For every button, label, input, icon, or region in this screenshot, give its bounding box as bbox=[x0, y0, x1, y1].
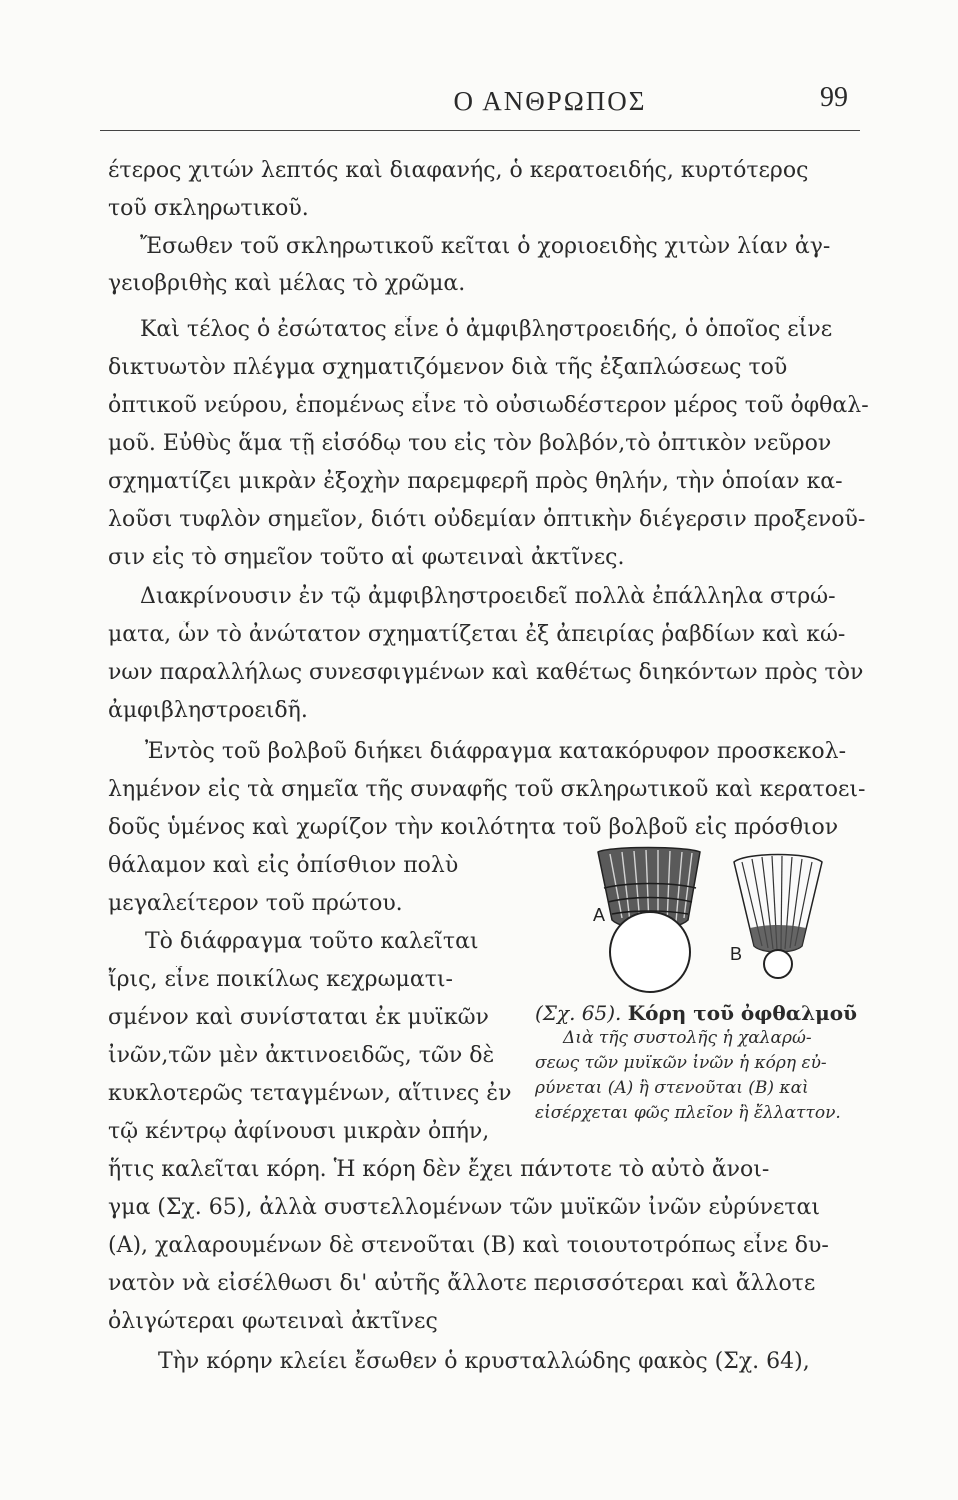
text-line: μοῦ. Εὐθὺς ἅμα τῇ εἰσόδῳ του εἰς τὸν βολβόν,τὸ ὀπτικὸν νεῦρον bbox=[108, 431, 832, 456]
text-line: τοῦ σκληρωτικοῦ. bbox=[108, 196, 309, 221]
text-line: μεγαλείτερον τοῦ πρώτου. bbox=[108, 891, 403, 916]
text-line: (Α), χαλαρουμένων δὲ στενοῦται (Β) καὶ τοιουτοτρόπως εἶνε δυ- bbox=[108, 1233, 829, 1258]
page-header bbox=[100, 78, 860, 124]
caption-line: εἰσέρχεται φῶς πλεῖον ἢ ἔλλαττον. bbox=[535, 1103, 841, 1123]
text-line: σιν εἰς τὸ σημεῖον τοῦτο αἱ φωτειναὶ ἀκτῖνες. bbox=[108, 545, 625, 570]
text-line: νατὸν νὰ εἰσέλθωσι δι' αὐτῆς ἄλλοτε περισσότεραι καὶ ἄλλοτε bbox=[108, 1271, 816, 1296]
caption-number: (Σχ. 65). bbox=[535, 1001, 622, 1025]
text-line: Τὸ διάφραγμα τοῦτο καλεῖται bbox=[145, 929, 479, 954]
text-line: ὀλιγώτεραι φωτειναὶ ἀκτῖνες bbox=[108, 1309, 438, 1334]
text-line: Διακρίνουσιν ἐν τῷ ἀμφιβληστροειδεῖ πολλὰ ἐπάλληλα στρώ- bbox=[140, 584, 836, 609]
figure-label-b: B bbox=[730, 944, 743, 964]
pupil-constricted-figure bbox=[728, 850, 828, 990]
text-line: κυκλοτερῶς τεταγμένων, αἵτινες ἐν bbox=[108, 1081, 512, 1106]
caption-line: Διὰ τῆς συστολῆς ἡ χαλαρώ- bbox=[563, 1028, 812, 1048]
text-line: σμένον καὶ συνίσταται ἐκ μυϊκῶν bbox=[108, 1005, 489, 1030]
text-line: ἴρις, εἶνε ποικίλως κεχρωματι- bbox=[108, 967, 453, 992]
page-number: 99 bbox=[820, 82, 848, 113]
text-line: γειοβριθὴς καὶ μέλας τὸ χρῶμα. bbox=[108, 271, 466, 296]
text-line: ἀμφιβληστροειδῆ. bbox=[108, 698, 308, 723]
caption-line: σεως τῶν μυϊκῶν ἰνῶν ἡ κόρη εὐ- bbox=[535, 1053, 827, 1073]
text-line: έτερος χιτών λεπτός καὶ διαφανής, ὁ κερατοειδής, κυρτότερος bbox=[108, 158, 809, 183]
text-line: λημένον εἰς τὰ σημεῖα τῆς συναφῆς τοῦ σκληρωτικοῦ καὶ κερατοει- bbox=[108, 777, 866, 802]
text-line: σχηματίζει μικρὰν ἐξοχὴν παρεμφερῆ πρὸς θηλήν, τὴν ὁποίαν κα- bbox=[108, 469, 843, 494]
caption-heading bbox=[535, 1000, 880, 1026]
text-line: Ἔσωθεν τοῦ σκληρωτικοῦ κεῖται ὁ χοριοειδὴς χιτὼν λίαν ἀγ- bbox=[140, 234, 831, 259]
text-line: ὀπτικοῦ νεύρου, ἑπομένως εἶνε τὸ οὐσιωδέστερον μέρος τοῦ ὀφθαλ- bbox=[108, 393, 869, 418]
text-line: Ἐντὸς τοῦ βολβοῦ διήκει διάφραγμα κατακόρυφον προσκεκολ- bbox=[145, 739, 847, 764]
text-line: γμα (Σχ. 65), ἀλλὰ συστελλομένων τῶν μυϊκῶν ἰνῶν εὐρύνεται bbox=[108, 1195, 821, 1220]
figure-caption bbox=[535, 1000, 880, 1126]
pupil-dilated-figure bbox=[590, 840, 710, 1000]
text-line: ἰνῶν,τῶν μὲν ἀκτινοειδῶς, τῶν δὲ bbox=[108, 1043, 495, 1068]
text-line: νων παραλλήλως συνεσφιγμένων καὶ καθέτως διηκόντων πρὸς τὸν bbox=[108, 660, 864, 685]
header-rule bbox=[100, 130, 860, 131]
text-line: λοῦσι τυφλὸν σημεῖον, διότι οὐδεμίαν ὀπτικὴν διέγερσιν προξενοῦ- bbox=[108, 507, 866, 532]
text-line: ματα, ὧν τὸ ἀνώτατον σχηματίζεται ἐξ ἀπειρίας ῥαβδίων καὶ κώ- bbox=[108, 622, 846, 647]
caption-title: Κόρη τοῦ ὀφθαλμοῦ bbox=[627, 1001, 857, 1025]
running-title: Ο ΑΝΘΡΩΠΟΣ bbox=[453, 86, 647, 116]
text-line: θάλαμον καὶ εἰς ὀπίσθιον πολὺ bbox=[108, 853, 459, 878]
text-line: Τὴν κόρην κλείει ἔσωθεν ὁ κρυσταλλώδης φακὸς (Σχ. 64), bbox=[158, 1349, 810, 1374]
caption-line: ρύνεται (Α) ἢ στενοῦται (Β) καὶ bbox=[535, 1078, 809, 1098]
text-line: τῷ κέντρῳ ἀφίνουσι μικρὰν ὀπήν, bbox=[108, 1119, 490, 1144]
text-line: Καὶ τέλος ὁ ἐσώτατος εἶνε ὁ ἀμφιβληστροειδής, ὁ ὁποῖος εἶνε bbox=[140, 317, 833, 342]
figure-label-a: A bbox=[593, 905, 606, 925]
text-line: δοῦς ὑμένος καὶ χωρίζον τὴν κοιλότητα τοῦ βολβοῦ εἰς πρόσθιον bbox=[108, 815, 839, 840]
text-line: ἥτις καλεῖται κόρη. Ἡ κόρη δὲν ἔχει πάντοτε τὸ αὐτὸ ἄνοι- bbox=[108, 1157, 770, 1182]
text-line: δικτυωτὸν πλέγμα σχηματιζόμενον διὰ τῆς ἐξαπλώσεως τοῦ bbox=[108, 355, 788, 380]
